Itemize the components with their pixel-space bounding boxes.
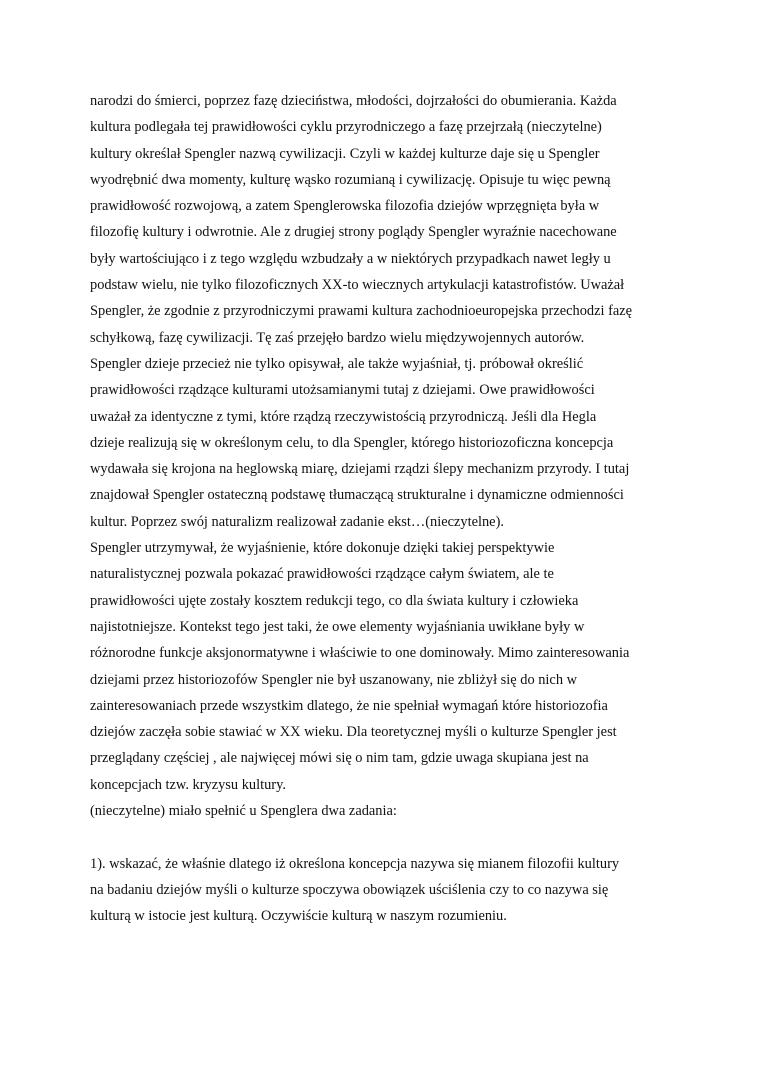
text-line: różnorodne funkcje aksjonormatywne i właściwie to one dominowały. Mimo zainteresowania [90,645,630,662]
text-line: kulturą w istocie jest kulturą. Oczywiście kulturą w naszym rozumieniu. [90,908,507,925]
text-line: dziejami przez historiozofów Spengler nie był uszanowany, nie zbliżył się do nich w [90,671,578,688]
text-line: przeglądany częściej , ale najwięcej mówi się o nim tam, gdzie uwaga skupiana jest na [90,750,589,767]
text-line: prawidłowości ujęte zostały kosztem redukcji tego, co dla świata kultury i człowieka [90,592,579,609]
text-line: prawidłowości rządzące kulturami utożsamianymi tutaj z dziejami. Owe prawidłowości [90,382,595,399]
text-line: były wartościująco i z tego względu wzbudzały a w niektórych przypadkach nawet legły u [90,250,611,267]
text-line: kultury określał Spengler nazwą cywilizacji. Czyli w każdej kulturze daje się u Spengler [90,145,600,162]
text-line: (nieczytelne) miało spełnić u Spenglera dwa zadania: [90,803,397,820]
text-line: filozofię kultury i odwrotnie. Ale z drugiej strony poglądy Spengler wyraźnie nacechowane [90,224,617,241]
text-line: narodzi do śmierci, poprzez fazę dzieciństwa, młodości, dojrzałości do obumierania. Każda [90,93,617,109]
text-line: Spengler, że zgodnie z przyrodniczymi prawami kultura zachodnioeuropejska przechodzi fazę [90,303,633,320]
text-line: Spengler utrzymywał, że wyjaśnienie, które dokonuje dzięki takiej perspektywie [90,540,555,557]
text-line: koncepcjach tzw. kryzysu kultury. [90,776,286,793]
text-line: 1). wskazać, że właśnie dlatego iż określona koncepcja nazywa się mianem filozofii kultury [90,855,620,872]
text-line: najistotniejsze. Kontekst tego jest taki, że owe elementy wyjaśniania uwikłane były w [90,618,585,635]
text-line: naturalistycznej pozwala pokazać prawidłowości rządzące całym światem, ale te [90,566,554,583]
text-line: Spengler dzieje przecież nie tylko opisywał, ale także wyjaśniał, tj. próbował określić [90,355,584,372]
text-line: zainteresowaniach przede wszystkim dlatego, że nie spełniał wymagań które historiozofia [90,697,608,714]
text-line: dziejów zaczęła sobie stawiać w XX wieku. Dla teoretycznej myśli o kulturze Spengler jest [90,724,617,741]
text-line: kultur. Poprzez swój naturalizm realizował zadanie ekst…(nieczytelne). [90,513,504,530]
paragraph-spacer [90,824,680,850]
text-line: podstaw wielu, nie tylko filozoficznych XX-to wiecznych artykulacji katastrofistów. Uważał [90,277,625,294]
text-line: schyłkową, fazę cywilizacji. Tę zaś przejęło bardzo wielu międzywojennych autorów. [90,329,585,346]
text-line: wyodrębnić dwa momenty, kulturę wąsko rozumianą i cywilizację. Opisuje tu więc pewną [90,171,611,188]
text-line: znajdował Spengler ostateczną podstawę tłumaczącą strukturalne i dynamiczne odmienności [90,487,624,504]
text-line: na badaniu dziejów myśli o kulturze spoczywa obowiązek uściślenia czy to co nazywa się [90,881,609,898]
text-line: dzieje realizują się w określonym celu, to dla Spengler, którego historiozoficzna koncepcja [90,434,614,451]
document-body-text [90,88,680,930]
text-paragraph-list-item [90,851,680,930]
text-line: kultura podlegała tej prawidłowości cyklu przyrodniczego a fazę przejrzałą (nieczytelne) [90,119,602,136]
text-line: wydawała się krojona na heglowską miarę, dziejami rządzi ślepy mechanizm przyrody. I tutaj [90,461,630,478]
text-line: uważał za identyczne z tymi, które rządzą rzeczywistością przyrodniczą. Jeśli dla Hegla [90,408,597,425]
text-line: prawidłowość rozwojową, a zatem Spenglerowska filozofia dziejów wprzęgnięta była w [90,198,600,215]
text-paragraph-main [90,88,680,824]
